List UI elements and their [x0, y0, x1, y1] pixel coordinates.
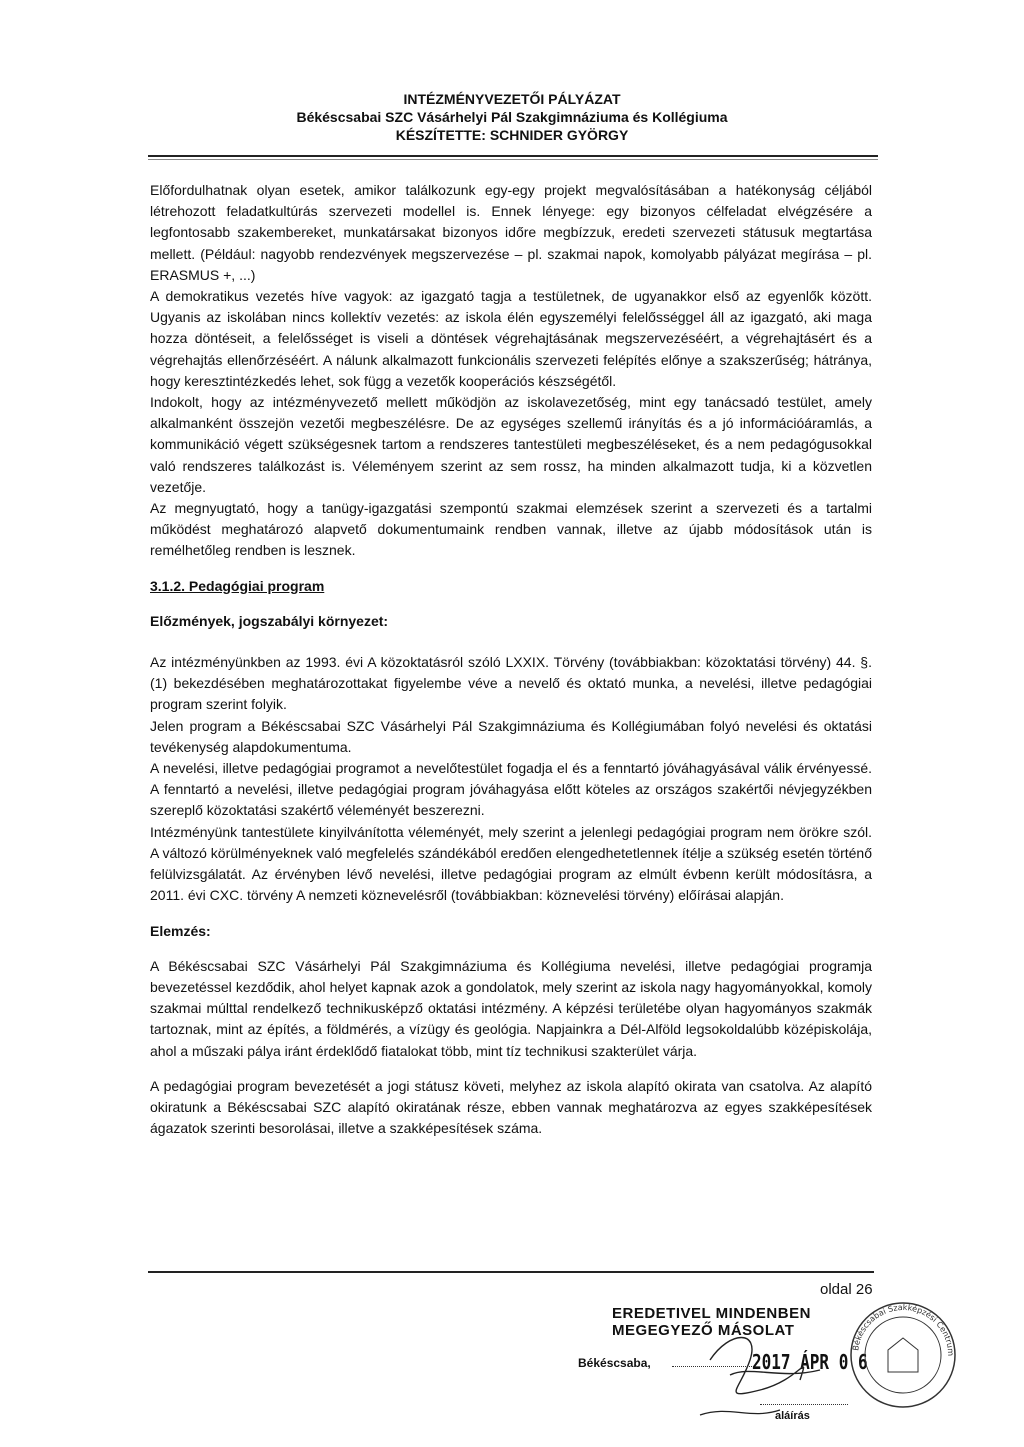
document-body: [150, 180, 872, 1139]
header-title: INTÉZMÉNYVEZETŐI PÁLYÁZAT: [403, 91, 621, 107]
subheading: Előzmények, jogszabályi környezet:: [150, 612, 389, 629]
header-author: KÉSZÍTETTE: SCHNIDER GYÖRGY: [395, 127, 629, 143]
section-heading: 3.1.2. Pedagógiai program: [150, 577, 325, 594]
subheading: Elemzés:: [150, 922, 211, 939]
header-divider-thin: [148, 159, 878, 160]
paragraph: A Békéscsabai SZC Vásárhelyi Pál Szakgimnáziuma és Kollégiuma nevelési, illetve pedagógiai programja bevezetéssel kezdődik, ahol helyet kapnak azok a gondolatok, mely szerint az iskola nagy hagyományokkal, komoly szakmai múlttal rendelkező technikusképző oktatási intézmény. A képzési területébe olyan hagyományos szakmák tartoznak, mint az építés, a földmérés, a vízügy és geológia. Napjainkra a Dél-Alföld legsokoldalúbb középiskolája, ahol a műszaki pálya iránt érdeklődő fiatalokat több, mint tíz technikusi szakterület várja.: [150, 957, 872, 1059]
official-seal: [848, 1300, 958, 1410]
seal-text: Békéscsabai Szakképzési Centrum: [851, 1302, 956, 1357]
paragraph: A nevelési, illetve pedagógiai programot a nevelőtestület fogadja el és a fenntartó jóváhagyásával válik érvényessé. A fenntartó a nevelési, illetve pedagógiai program jóváhagyása előtt köteles az országos szakértői névjegyzékben szereplő közoktatási szakértő véleményét beszerezni.: [150, 760, 872, 819]
paragraph: Indokolt, hogy az intézményvezető mellett működjön az iskolavezetőség, mint egy tanácsadó testület, amely alkalmanként összejön vezetői megbeszélésre. De az egységes szellemű irányítás és a jó információáramlás, a kommunikáció végett szükségesnek tartom a rendszeres tantestületi megbeszéléseket, és a nem pedagógusokkal való rendszeres találkozást is. Véleményem szerint az sem rossz, ha minden alkalmazott tudja, ki a közvetlen vezetője.: [150, 394, 872, 495]
paragraph: Jelen program a Békéscsabai SZC Vásárhelyi Pál Szakgimnáziuma és Kollégiumában folyó nevelési és oktatási tevékenység alapdokumentuma.: [150, 717, 872, 755]
paragraph: Intézményünk tantestülete kinyilvánította véleményét, mely szerint a jelenlegi pedagógiai program nem örökre szól. A változó körülményeknek való megfelelés szándékából eredően elengedhetetlennek ítélje a szükség esetén történő felülvizsgálatát. Az érvényben lévő nevelési, illetve pedagógiai program az elmúlt évbenn került módosításra, a 2011. évi CXC. törvény A nemzeti köznevelésről (továbbiakban: köznevelési törvény) előírásai alapján.: [150, 823, 872, 904]
stamp-date: 2017 ÁPR 0 6: [752, 1350, 868, 1374]
stamp-line-2: MEGEGYEZŐ MÁSOLAT: [612, 1322, 795, 1339]
paragraph: A demokratikus vezetés híve vagyok: az igazgató tagja a testületnek, de ugyanakkor első az egyenlők között. Ugyanis az iskolában nincs kollektív vezetés: az iskola élén egyszemélyi felelősséggel áll az igazgató, aki maga hozza döntéseit, a felelősséget is viseli a döntések végrehajtásának megszervezéséért, a végrehajtásért és a végrehajtás ellenőrzéséért. A nálunk alkalmazott funkcionális szervezeti felépítés előnye a szakszerűség; hátránya, hogy keresztintézkedés lehet, sok függ a vezetők kooperációs készségétől.: [150, 288, 872, 389]
stamp-signature-label: aláírás: [775, 1410, 810, 1422]
document-header: [0, 90, 1024, 144]
paragraph: Előfordulhatnak olyan esetek, amikor találkozunk egy-egy projekt megvalósításában a hatékonyság céljából létrehozott feladatkultúrás szervezeti modellel is. Ennek lényege: egy bizonyos célfeladat elvégzésére a legfontosabb szakembereket, munkatársakat bizonyos időre megbízzuk, eredeti szervezeti státusuk megtartása mellett. (Például: nagyobb rendezvények megszervezése – pl. szakmai napok, komolyabb pályázat megírása – pl. ERASMUS +, ...): [150, 182, 872, 283]
footer-divider: [148, 1271, 874, 1273]
header-school: Békéscsabai SZC Vásárhelyi Pál Szakgimnáziuma és Kollégiuma: [296, 109, 728, 125]
page-number: oldal 26: [820, 1281, 873, 1298]
header-divider: [148, 155, 878, 157]
stamp-city: Békéscsaba,: [578, 1356, 651, 1370]
paragraph: Az megnyugtató, hogy a tanügy-igazgatási szempontú szakmai elemzések szerint a szervezeti és a tartalmi működést meghatározó alapvető dokumentumaink rendben vannak, illetve az újabb módosítások után is remélhetőleg rendben is lesznek.: [150, 500, 872, 559]
signature-scribble: [690, 1320, 840, 1430]
paragraph: A pedagógiai program bevezetését a jogi státusz követi, melyhez az iskola alapító okirata van csatolva. Az alapító okiratunk a Békéscsabai SZC alapító okiratának része, ebben vannak meghatározva az egyes szakképesítések ágazatok szerinti besorolásai, illetve a szakképesítések száma.: [150, 1077, 872, 1137]
stamp-line-1: EREDETIVEL MINDENBEN: [612, 1305, 811, 1322]
paragraph: Az intézményünkben az 1993. évi A közoktatásról szóló LXXIX. Törvény (továbbiakban: közoktatási törvény) 44. §. (1) bekezdésében meghatározottakat figyelembe véve a nevelő és oktató munka, a nevelési, illetve pedagógiai program szerint folyik.: [150, 654, 872, 713]
